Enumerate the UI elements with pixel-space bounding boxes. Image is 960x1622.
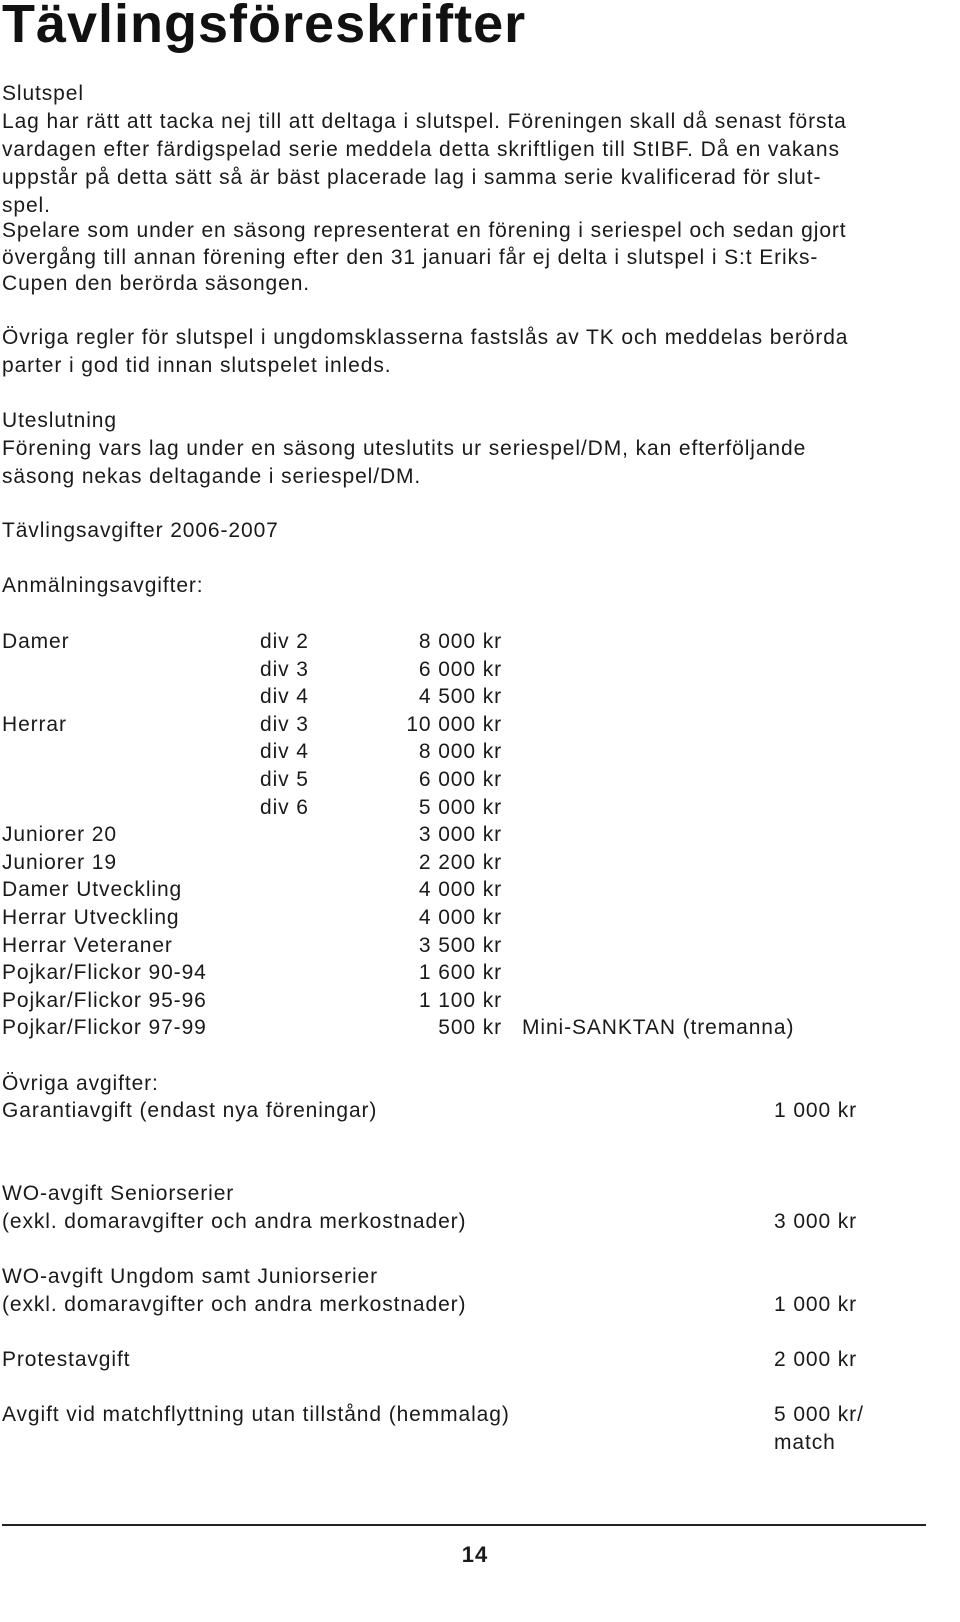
page-number: 14	[461, 1542, 489, 1567]
belopp-cell: 500 kr	[438, 1016, 502, 1040]
spelare-paragraph	[2, 218, 952, 298]
klass-cell: Pojkar/Flickor 95-96	[2, 988, 207, 1012]
belopp-cell: 2 200 kr	[418, 850, 502, 874]
fee-amount: 5 000 kr/	[774, 1403, 864, 1426]
uteslutning-section	[2, 407, 952, 491]
spelare-line: övergång till annan förening efter den 31 januari får ej delta i slutspel i S:t Eriks-	[2, 245, 819, 269]
table-row	[2, 794, 902, 822]
div-cell: div 3	[260, 657, 309, 681]
spelare-line: Spelare som under en säsong representerat en förening i seriespel och sedan gjort	[2, 219, 847, 242]
div-cell: div 6	[260, 795, 309, 819]
belopp-cell: 4 000 kr	[418, 906, 502, 929]
klass-cell: Damer Utveckling	[2, 878, 183, 902]
klass-cell: Pojkar/Flickor 90-94	[2, 961, 207, 985]
fee-label-note: (exkl. domaravgifter och andra merkostnader)	[2, 1293, 467, 1316]
table-row	[2, 987, 902, 1015]
fee-label: Protestavgift	[2, 1348, 131, 1371]
fee-label: Avgift vid matchflyttning utan tillstånd (hemmalag)	[2, 1403, 510, 1426]
uteslutning-line: Förening vars lag under en säsong uteslutits ur seriespel/DM, kan efterföljande	[2, 437, 807, 460]
belopp-cell: 4 500 kr	[418, 685, 502, 709]
fee-amount: 2 000 kr	[774, 1348, 858, 1371]
belopp-cell: 8 000 kr	[418, 740, 502, 764]
klass-cell: Pojkar/Flickor 97-99	[2, 1016, 207, 1040]
klass-cell: Herrar Veteraner	[2, 933, 173, 957]
slutspel-section	[2, 80, 952, 220]
klass-cell: Herrar Utveckling	[2, 906, 180, 929]
belopp-cell: 3 000 kr	[418, 823, 502, 847]
div-cell: div 2	[260, 630, 309, 653]
belopp-cell: 10 000 kr	[406, 712, 502, 736]
klass-cell: Herrar	[2, 712, 67, 736]
div-cell: div 3	[260, 712, 309, 736]
page-title: Tävlingsföreskrifter	[2, 0, 527, 54]
slutspel-line: vardagen efter färdigspelad serie meddela detta skriftligen till StIBF. Då en vakans	[2, 138, 840, 161]
table-row	[2, 628, 902, 656]
fee-row-garanti	[2, 1097, 942, 1125]
slutspel-line: Lag har rätt att tacka nej till att deltaga i slutspel. Föreningen skall då senast första	[2, 110, 847, 133]
fee-row-protest	[2, 1346, 942, 1374]
table-row	[2, 656, 902, 684]
table-row	[2, 711, 902, 739]
fee-label: WO-avgift Ungdom samt Juniorserier	[2, 1265, 379, 1288]
fee-amount: 1 000 kr	[774, 1293, 858, 1316]
belopp-cell: 6 000 kr	[418, 768, 502, 791]
ovriga-avgifter-heading: Övriga avgifter:	[2, 1072, 159, 1095]
fee-amount: 1 000 kr	[774, 1099, 858, 1122]
belopp-cell: 5 000 kr	[418, 795, 502, 819]
belopp-cell: 1 600 kr	[418, 961, 502, 985]
table-row	[2, 904, 902, 932]
div-cell: div 5	[260, 768, 309, 791]
uteslutning-line: säsong nekas deltagande i seriespel/DM.	[2, 465, 422, 488]
avgifter-heading: Tävlingsavgifter 2006-2007	[2, 519, 279, 542]
belopp-cell: 8 000 kr	[418, 630, 502, 653]
ovriga-regler-paragraph	[2, 324, 952, 380]
table-row	[2, 683, 902, 711]
ovriga-regler-line: parter i god tid innan slutspelet inleds.	[2, 354, 392, 377]
note-cell: Mini-SANKTAN (tremanna)	[522, 1016, 795, 1040]
div-cell: div 4	[260, 740, 309, 764]
table-row	[2, 738, 902, 766]
fee-row-matchflytt	[2, 1401, 942, 1457]
slutspel-line: spel.	[2, 194, 51, 217]
fee-amount: 3 000 kr	[774, 1210, 858, 1233]
ovriga-regler-line: Övriga regler för slutspel i ungdomsklasserna fastslås av TK och meddelas berörda	[2, 326, 849, 349]
belopp-cell: 4 000 kr	[418, 878, 502, 902]
uteslutning-heading: Uteslutning	[2, 409, 117, 432]
slutspel-heading: Slutspel	[2, 82, 84, 105]
fee-amount-unit: match	[774, 1431, 836, 1454]
klass-cell: Damer	[2, 630, 70, 653]
table-row	[2, 959, 902, 987]
table-row	[2, 849, 902, 877]
fee-label: Garantiavgift (endast nya föreningar)	[2, 1099, 378, 1122]
klass-cell: Juniorer 20	[2, 823, 117, 847]
div-cell: div 4	[260, 685, 309, 709]
fee-label-note: (exkl. domaravgifter och andra merkostnader)	[2, 1210, 467, 1233]
fee-row-wo-senior	[2, 1180, 942, 1236]
belopp-cell: 3 500 kr	[418, 933, 502, 957]
klass-cell: Juniorer 19	[2, 850, 117, 874]
belopp-cell: 6 000 kr	[418, 657, 502, 681]
spelare-line: Cupen den berörda säsongen.	[2, 272, 311, 295]
belopp-cell: 1 100 kr	[418, 988, 502, 1012]
table-row	[2, 766, 902, 794]
slutspel-line: uppstår på detta sätt så är bäst placerade lag i samma serie kvalificerad för slut-	[2, 166, 822, 189]
table-row	[2, 876, 902, 904]
fee-label: WO-avgift Seniorserier	[2, 1182, 235, 1205]
fee-row-wo-ungdom	[2, 1263, 942, 1319]
table-row	[2, 821, 902, 849]
table-row	[2, 1014, 902, 1042]
footer-divider	[2, 1524, 926, 1526]
table-row	[2, 932, 902, 960]
anmalan-heading: Anmälningsavgifter:	[2, 574, 204, 597]
